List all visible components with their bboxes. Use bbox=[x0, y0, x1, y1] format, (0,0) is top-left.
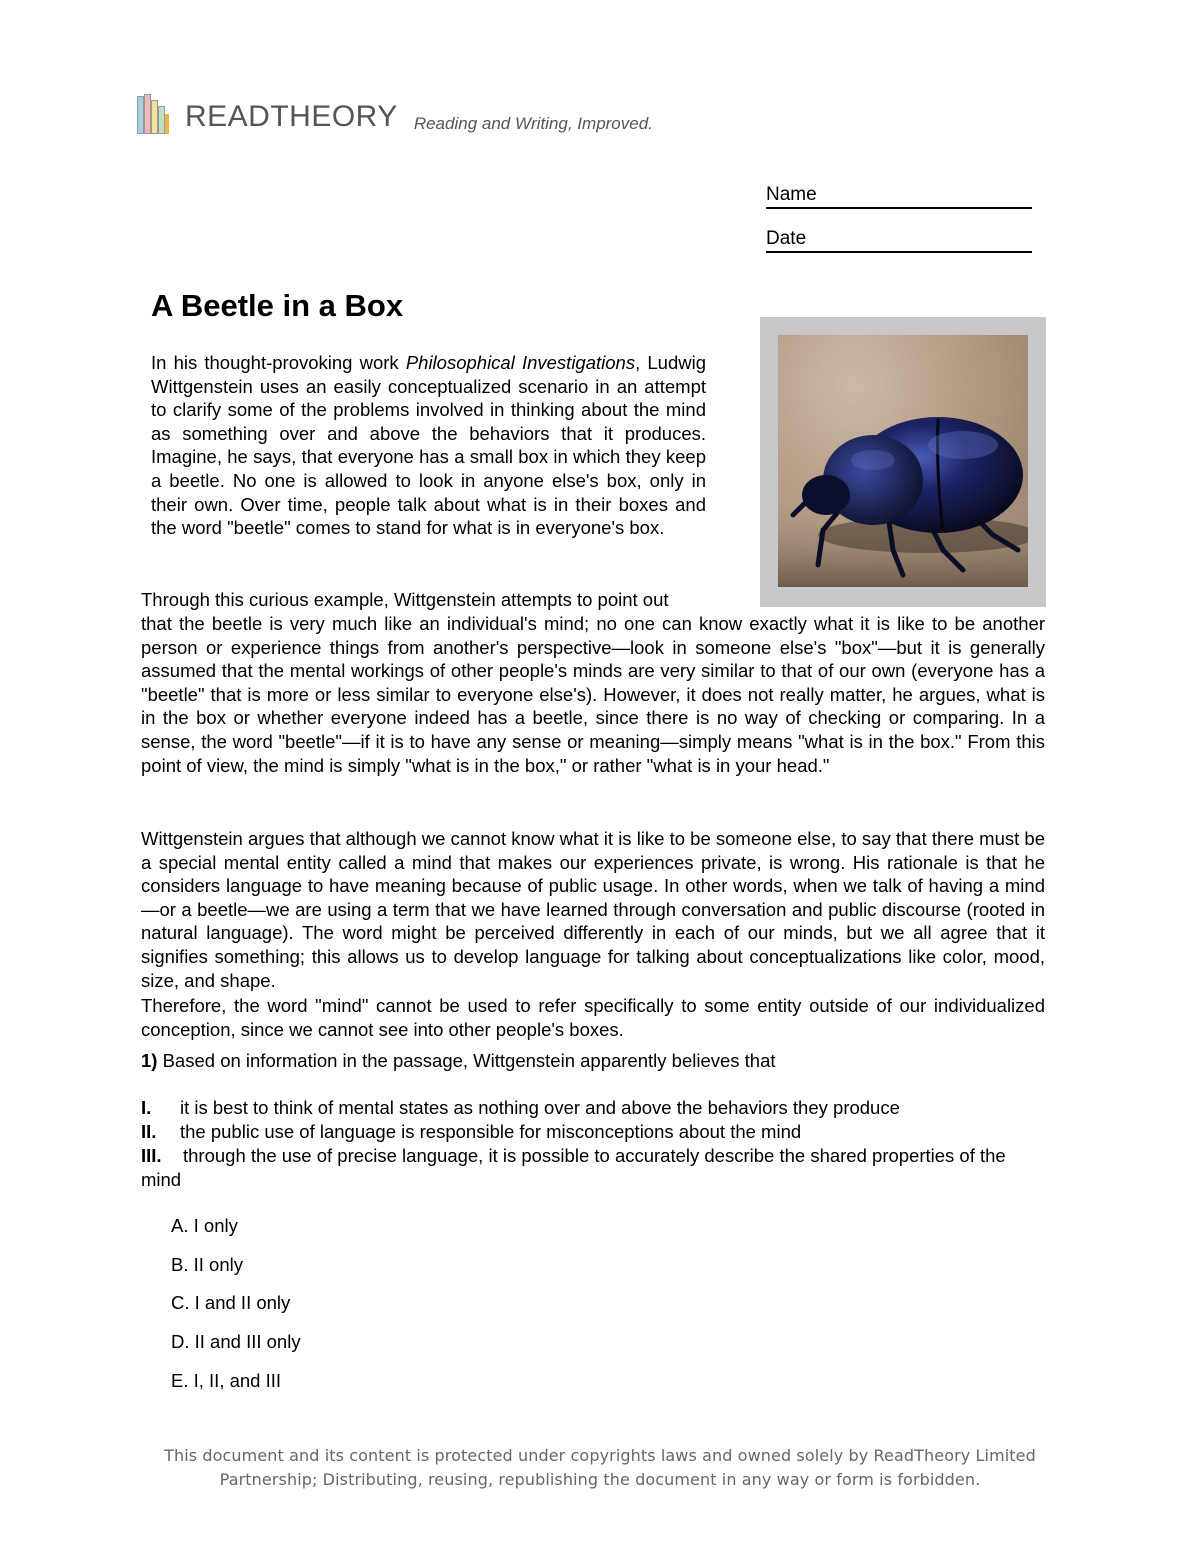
name-label: Name bbox=[766, 184, 817, 205]
passage-paragraph-3: Wittgenstein argues that although we cannot know what it is like to be someone else, to say that there must be a special mental entity called a mind that makes our experiences private, is wrong. His rationale is that he considers language to have meaning because of public usage. In other words, when we talk of having a mind—or a beetle—we are using a term that we have learned through conversation and public discourse (rooted in natural language). The word might be perceived differently in each of our minds, but we all agree that it signifies something; this allows us to develop language for talking about conceptualizations like color, mood, size, and shape. bbox=[141, 828, 1045, 991]
beetle-photo bbox=[778, 335, 1028, 587]
question-number: 1) bbox=[141, 1050, 158, 1071]
passage-paragraph-2: that the beetle is very much like an individual's mind; no one can know exactly what it is like to be another person or experience things from another's perspective—look in someone else's "box"—but it is generally assumed that the mental workings of other people's minds are very similar to that of our own (everyone has a "beetle" that is more or less similar to everyone else's). However, it does not really matter, he argues, what is in the box or whether everyone indeed has a beetle, since there is no way of checking or comparing. In a sense, the word "beetle"—if it is to have any sense or meaning—simply means "what is in the box." From this point of view, the mind is simply "what is in the box," or rather "what is in your head." bbox=[141, 613, 1045, 776]
statement-item: III. through the use of precise language, it is possible to accurately describe the shared properties of the mind bbox=[141, 1145, 1006, 1190]
statement-item: II. the public use of language is responsible for misconceptions about the mind bbox=[141, 1121, 802, 1142]
answer-choices bbox=[171, 1214, 301, 1407]
book-title: Philosophical Investigations bbox=[405, 352, 636, 373]
name-field[interactable] bbox=[766, 184, 1032, 209]
answer-choice-a[interactable]: A. I only bbox=[171, 1215, 238, 1236]
copyright-notice bbox=[150, 1444, 1050, 1492]
answer-choice-b[interactable]: B. II only bbox=[171, 1253, 243, 1275]
statement-list bbox=[141, 1096, 1045, 1192]
statement-item: I. it is best to think of mental states as nothing over and above the behaviors they produce bbox=[141, 1097, 900, 1118]
beetle-photo-frame bbox=[760, 317, 1046, 607]
passage-paragraph-4: Therefore, the word "mind" cannot be used to refer specifically to some entity outside of our individualized conception, since we cannot see into other people's boxes. bbox=[141, 995, 1045, 1040]
readtheory-logo bbox=[137, 92, 653, 134]
books-logo-icon bbox=[137, 94, 171, 134]
answer-choice-d[interactable]: D. II and III only bbox=[171, 1331, 301, 1353]
date-field[interactable] bbox=[766, 228, 1032, 253]
article-title: A Beetle in a Box bbox=[151, 288, 404, 323]
answer-choice-e[interactable]: E. I, II, and III bbox=[171, 1369, 282, 1391]
passage-paragraph-1: In his thought-provoking work Philosophical Investigations, Ludwig Wittgenstein uses an easily conceptualized scenario in an attempt to clarify some of the problems involved in thinking about the mind as something over and above the behaviors that it produces. Imagine, he says, that everyone has a small box in which they keep a beetle. No one is allowed to look in anyone else's box, only in their own. Over time, people talk about what is in their boxes and the word "beetle" comes to stand for what is in everyone's box. bbox=[151, 352, 707, 539]
copyright-line-1: This document and its content is protected under copyrights laws and owned solely by ReadTheory Limited bbox=[164, 1446, 1036, 1465]
copyright-line-2: Partnership; Distributing, reusing, republishing the document in any way or form is forbidden. bbox=[219, 1470, 981, 1489]
question-prompt: 1) Based on information in the passage, Wittgenstein apparently believes that bbox=[141, 1050, 776, 1071]
brand-tagline: Reading and Writing, Improved. bbox=[413, 114, 653, 133]
date-label: Date bbox=[766, 228, 807, 249]
answer-choice-c[interactable]: C. I and II only bbox=[171, 1292, 291, 1314]
passage-paragraph-2-first-line: Through this curious example, Wittgenstein attempts to point out bbox=[141, 589, 669, 610]
beetle-icon bbox=[778, 335, 1028, 587]
brand-name: READTHEORY bbox=[185, 100, 398, 133]
